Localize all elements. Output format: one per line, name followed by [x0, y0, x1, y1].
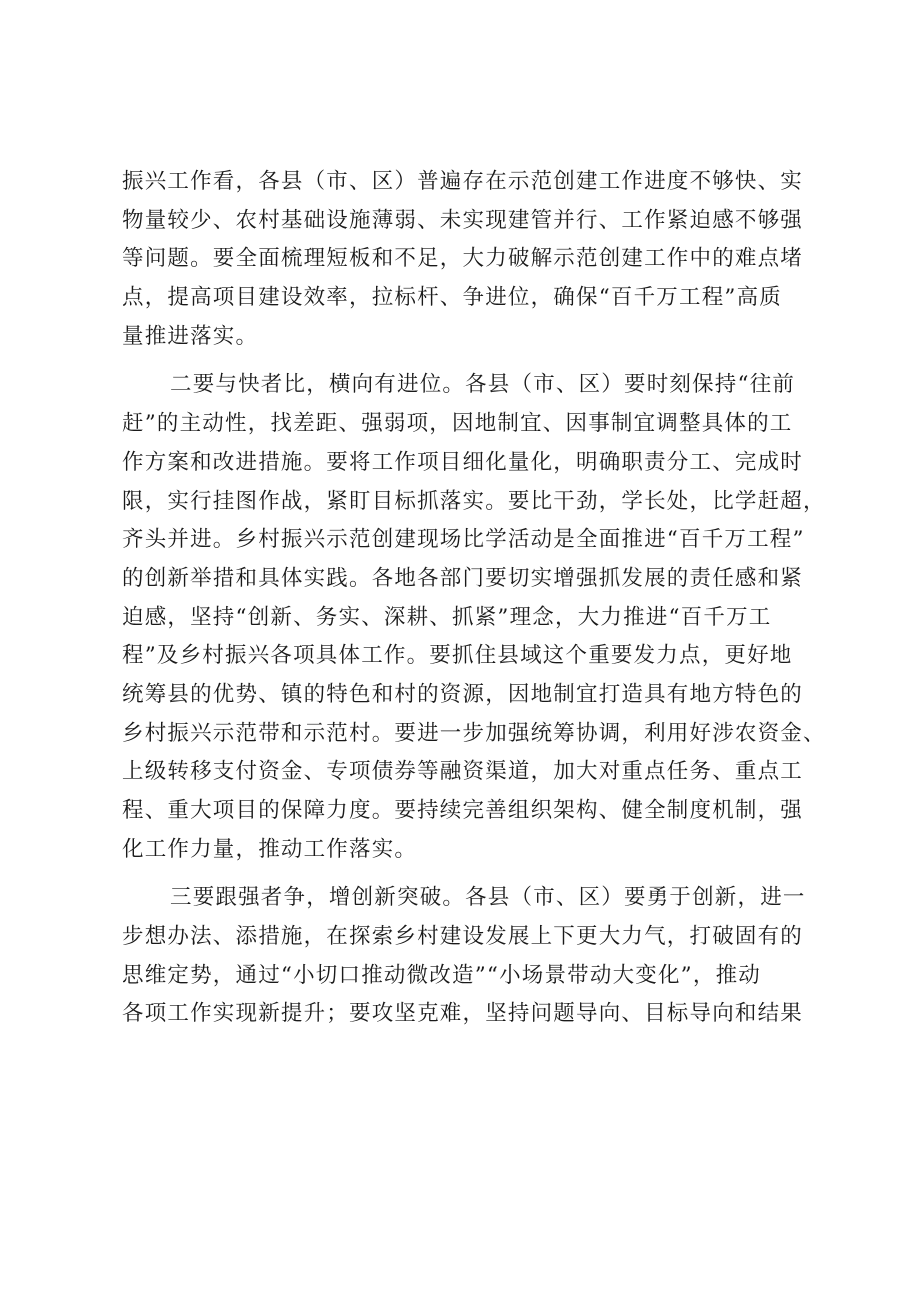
paragraph-spacer — [122, 869, 798, 879]
text-line: 二要与快者比，横向有进位。各县（市、区）要时刻保持“往前 — [170, 372, 796, 398]
text-line: 的创新举措和具体实践。各地各部门要切实增强抓发展的责任感和紧 — [122, 565, 804, 591]
text-line: 统筹县的优势、镇的特色和村的资源，因地制宜打造具有地方特色的 — [122, 681, 804, 707]
text-line: 赶”的主动性，找差距、强弱项，因地制宜、因事制宜调整具体的工 — [122, 411, 793, 437]
text-line: 程”及乡村振兴各项具体工作。要抓住县域这个重要发力点，更好地 — [122, 643, 793, 669]
text-line: 步想办法、添措施，在探索乡村建设发展上下更大力气，打破固有的 — [122, 924, 804, 950]
text-line: 齐头并进。乡村振兴示范创建现场比学活动是全面推进“百千万工程” — [122, 527, 805, 553]
text-line: 化工作力量，推动工作落实。 — [122, 836, 418, 862]
text-line: 思维定势，通过“小切口推动微改造”“小场景带动大变化”，推动 — [122, 962, 761, 988]
text-line: 程、重大项目的保障力度。要持续完善组织架构、健全制度机制，强 — [122, 798, 804, 823]
paragraph-3 — [122, 879, 806, 1034]
text-line: 限，实行挂图作战，紧盯目标抓落实。要比干劲，学长处，比学赶超， — [122, 488, 826, 514]
text-line: 作方案和改进措施。要将工作项目细化量化，明确职责分工、完成时 — [122, 449, 804, 475]
text-line: 上级转移支付资金、专项债券等融资渠道，加大对重点任务、重点工 — [122, 759, 804, 785]
text-line: 振兴工作看，各县（市、区）普遍存在示范创建工作进度不够快、实 — [122, 169, 804, 194]
text-line: 点，提高项目建设效率，拉标杆、争进位，确保“百千万工程”高质 — [122, 285, 782, 311]
text-line: 各项工作实现新提升；要攻坚克难，坚持问题导向、目标导向和结果 — [122, 1001, 804, 1027]
text-line: 等问题。要全面梳理短板和不足，大力破解示范创建工作中的难点堵 — [122, 246, 804, 272]
text-line: 三要跟强者争，增创新突破。各县（市、区）要勇于创新，进一 — [170, 885, 806, 911]
text-line: 物量较少、农村基础设施薄弱、未实现建管并行、工作紧迫感不够强 — [122, 207, 804, 233]
text-line: 迫感，坚持“创新、务实、深耕、抓紧”理念，大力推进“百千万工 — [122, 604, 772, 630]
text-line: 乡村振兴示范带和示范村。要进一步加强统筹协调，利用好涉农资金、 — [122, 720, 826, 746]
paragraph-2 — [122, 366, 826, 869]
paragraph-1 — [122, 163, 804, 356]
text-line: 量推进落实。 — [122, 323, 259, 349]
document-body — [122, 163, 826, 1034]
paragraph-spacer — [122, 356, 798, 366]
